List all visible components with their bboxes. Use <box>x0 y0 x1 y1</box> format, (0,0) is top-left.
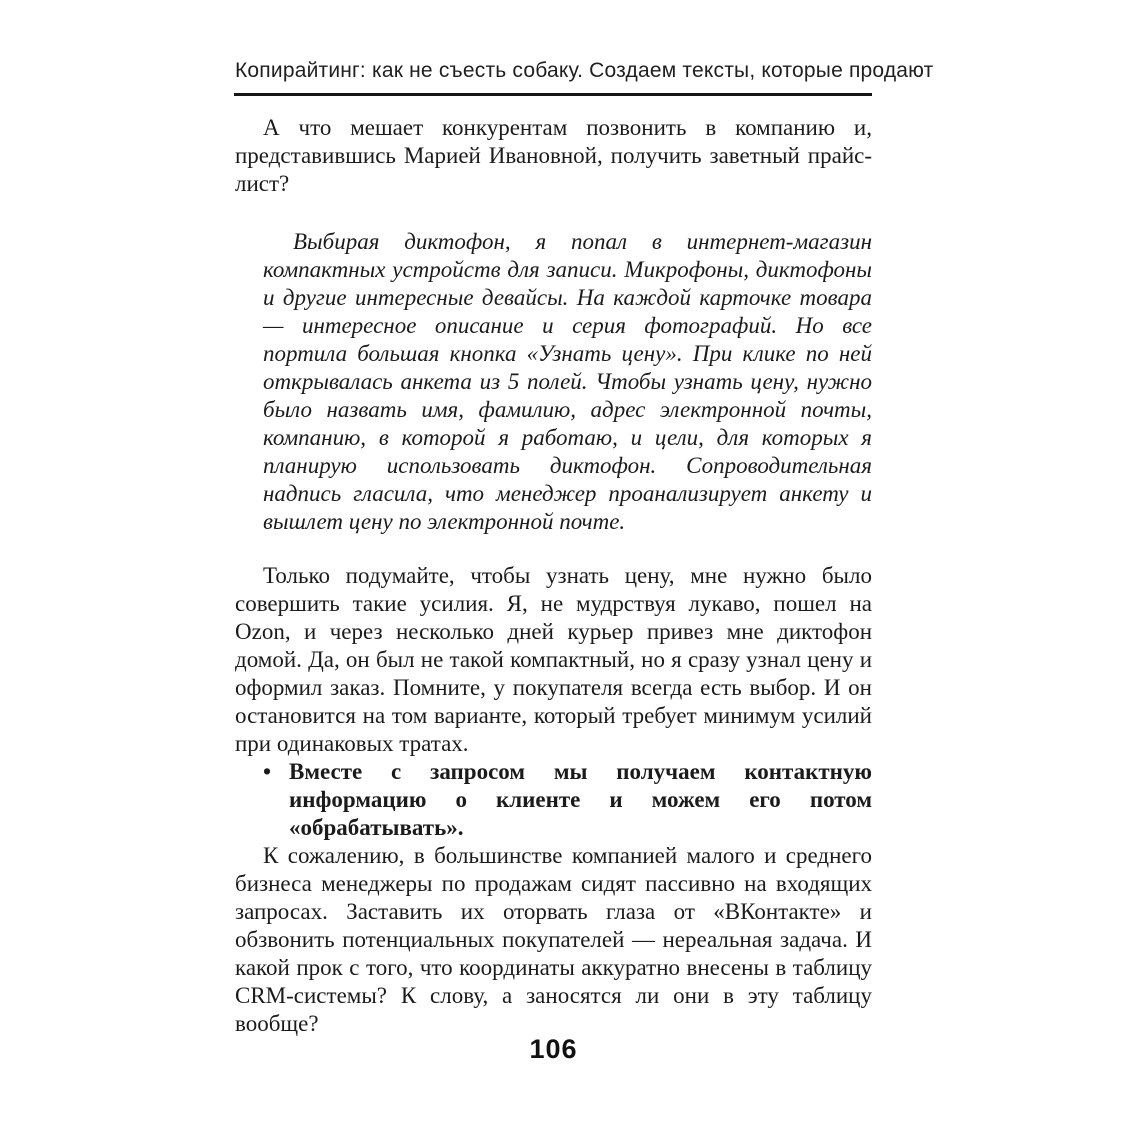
paragraph-intro: А что мешает конкурентам позвонить в компанию и, представившись Марией Ивановной, получить заветный прайс-лист? <box>235 115 872 196</box>
page-number: 106 <box>529 1034 578 1064</box>
bullet-icon: • <box>263 759 272 784</box>
quote-block-italic: Выбирая диктофон, я попал в интернет-магазин компактных устройств для записи. Микрофоны, диктофоны и другие интересные девайсы. На каждой карточке товара — интересное описание и серия фотографий. Но все портила большая кнопка «Узнать цену». При клике по ней открывалась анкета из 5 полей. Чтобы узнать цену, нужно было назвать имя, фамилию, адрес электронной почты, компанию, в которой я работаю, и цели, для которых я планирую использовать диктофон. Сопроводительная надпись гласила, что менеджер проанализирует анкету и вышлет цену по электронной почте. <box>263 229 872 534</box>
paragraph-crm: К сожалению, в большинстве компанией малого и среднего бизнеса менеджеры по продажам сидят пассивно на входящих запросах. Заставить их оторвать глаза от «ВКонтакте» и обзвонить потенциальных покупателей — нереальная задача. И какой прок с того, что координаты аккуратно внесены в таблицу CRM-системы? К слову, а заносятся ли они в эту таблицу вообще? <box>235 843 872 1036</box>
header-rule-divider <box>234 93 872 96</box>
bullet-list-item <box>235 758 872 842</box>
page-body-text <box>235 114 872 1038</box>
bullet-item-text: Вместе с запросом мы получаем контактную информацию о клиенте и можем его потом «обрабатывать». <box>289 759 872 840</box>
running-head: Копирайтинг: как не съесть собаку. Создаем тексты, которые продают <box>235 59 934 82</box>
paragraph-story: Только подумайте, чтобы узнать цену, мне нужно было совершить такие усилия. Я, не мудрствуя лукаво, пошел на Ozon, и через несколько дней курьер привез мне диктофон домой. Да, он был не такой компактный, но я сразу узнал цену и оформил заказ. Помните, у покупателя всегда есть выбор. И он остановится на том варианте, который требует минимум усилий при одинаковых тратах. <box>235 563 872 756</box>
